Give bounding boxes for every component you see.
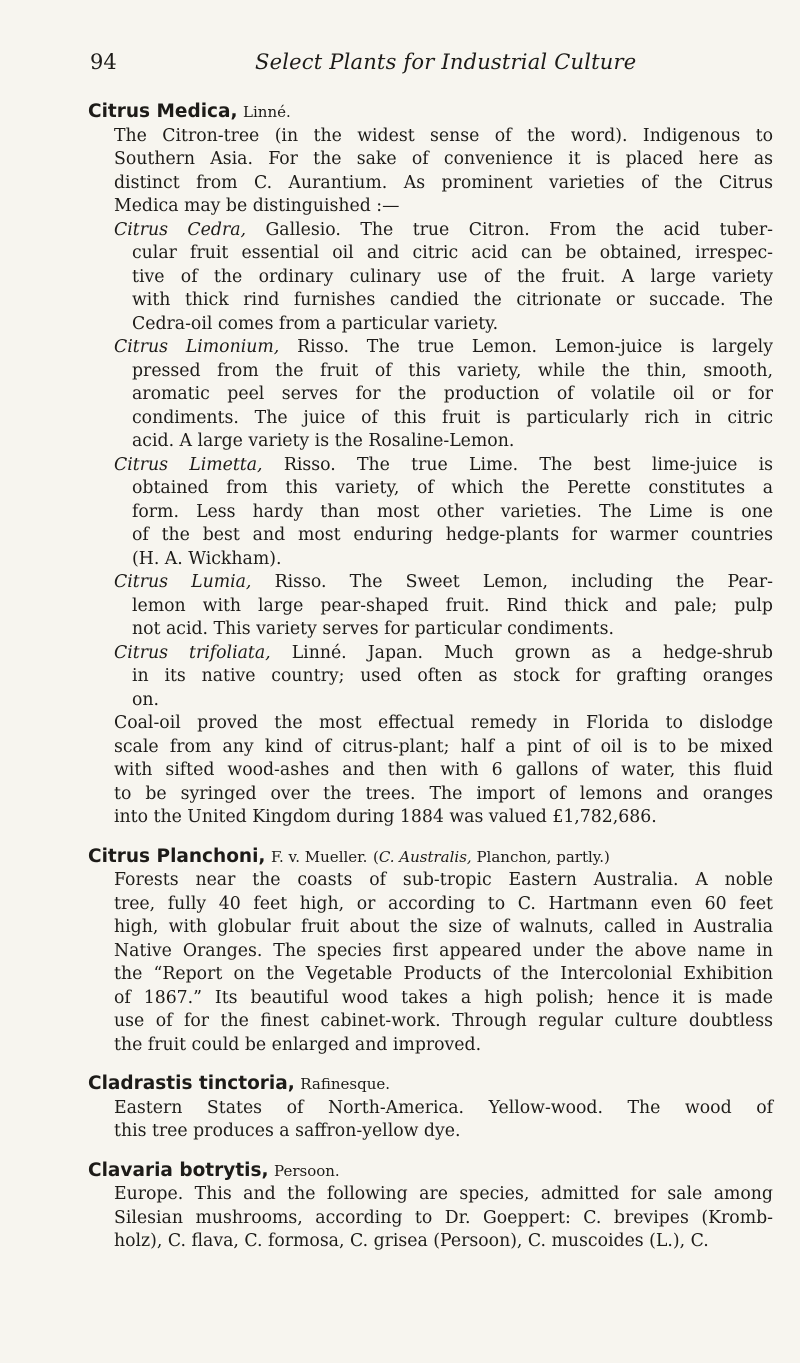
- headword: Clavaria botrytis,: [88, 1159, 269, 1181]
- dictionary-entry: [88, 1072, 773, 1144]
- page-body: [88, 100, 773, 1269]
- text-line: lemon with large pear-shaped fruit. Rind thick and pale; pulp: [132, 595, 773, 616]
- page-header: [90, 50, 740, 84]
- text-line: scale from any kind of citrus-plant; half a pint of oil is to be mixed: [114, 736, 773, 757]
- text-line: with sifted wood-ashes and then with 6 gallons of water, this fluid: [114, 760, 773, 780]
- text-line: Silesian mushrooms, according to Dr. Goeppert: C. brevipes (Kromb-: [114, 1207, 773, 1228]
- authority: Persoon.: [274, 1161, 340, 1180]
- headword: Citrus Medica,: [88, 101, 238, 122]
- text-line: this tree produces a saffron-yellow dye.: [114, 1121, 461, 1141]
- variety-name: Citrus Limonium,: [114, 337, 280, 357]
- text-line: the fruit could be enlarged and improved.: [114, 1034, 482, 1055]
- synonym: (C. Australis, Planchon, partly.): [372, 847, 610, 866]
- text-line: the “Report on the Vegetable Products of the Intercolonial Exhibition: [114, 964, 773, 984]
- text-line: with thick rind furnishes candied the citrionate or succade. The: [132, 290, 773, 310]
- text-line: Eastern States of North-America. Yellow-wood. The wood of: [114, 1097, 773, 1118]
- text-line: Europe. This and the following are species, admitted for sale among: [114, 1184, 773, 1204]
- variety-name: Citrus Limetta,: [114, 454, 263, 475]
- text-line: of the best and most enduring hedge-plants for warmer countries: [132, 525, 773, 545]
- headword: Cladrastis tinctoria,: [88, 1073, 295, 1094]
- running-title: Select Plants for Industrial Culture: [255, 50, 637, 74]
- text-line: Native Oranges. The species first appeared under the above name in: [114, 940, 773, 961]
- text-line: Medica may be distinguished :—: [114, 196, 400, 216]
- entry-heading-line: [88, 1072, 773, 1097]
- text-line: distinct from C. Aurantium. As prominent varieties of the Citrus: [114, 172, 773, 193]
- entry-heading-line: [88, 100, 773, 125]
- text-line: condiments. The juice of this fruit is particularly rich in citric: [132, 407, 773, 428]
- text-line: acid. A large variety is the Rosaline-Lemon.: [132, 431, 515, 451]
- text-line: high, with globular fruit about the size of walnuts, called in Australia: [114, 917, 773, 937]
- synonym-name: C. Australis,: [378, 847, 472, 866]
- entry-heading-line: [88, 845, 773, 870]
- variety-line: Citrus Lumia, Risso. The Sweet Lemon, including the Pear-: [114, 572, 773, 592]
- text-line: aromatic peel serves for the production of volatile oil or for: [132, 384, 773, 404]
- page-number: 94: [90, 50, 117, 74]
- dictionary-entry: [88, 845, 773, 1058]
- text-line: Southern Asia. For the sake of convenience it is placed here as: [114, 149, 773, 169]
- variety-line: Citrus Limonium, Risso. The true Lemon. Lemon-juice is largely: [114, 337, 773, 357]
- text-line: tree, fully 40 feet high, or according to C. Hartmann even 60 feet: [114, 893, 773, 914]
- text-line: Cedra-oil comes from a particular variety.: [132, 313, 499, 334]
- variety-line: Citrus Cedra, Gallesio. The true Citron. From the acid tuber-: [114, 219, 773, 240]
- text-line: to be syringed over the trees. The import of lemons and oranges: [114, 783, 773, 804]
- text-line: pressed from the fruit of this variety, while the thin, smooth,: [132, 360, 773, 381]
- variety-name: Citrus Cedra,: [114, 219, 246, 240]
- text-line: not acid. This variety serves for particular condiments.: [132, 619, 614, 639]
- authority: Linné.: [243, 103, 291, 121]
- text-line: into the United Kingdom during 1884 was valued £1,782,686.: [114, 807, 657, 827]
- text-line: cular fruit essential oil and citric acid can be obtained, irrespec-: [132, 243, 773, 263]
- variety-line: Citrus Limetta, Risso. The true Lime. The best lime-juice is: [114, 454, 774, 475]
- text-line: of 1867.” Its beautiful wood takes a high polish; hence it is made: [114, 987, 773, 1008]
- dictionary-entry: [88, 1159, 773, 1254]
- text-line: use of for the finest cabinet-work. Through regular culture doubtless: [114, 1011, 773, 1031]
- variety-line: Citrus trifoliata, Linné. Japan. Much grown as a hedge-shrub: [114, 642, 773, 663]
- headword: Citrus Planchoni,: [88, 845, 266, 867]
- text-line: holz), C. flava, C. formosa, C. grisea (Persoon), C. muscoides (L.), C.: [114, 1231, 709, 1251]
- variety-name: Citrus trifoliata,: [114, 642, 271, 663]
- variety-name: Citrus Lumia,: [114, 572, 252, 592]
- text-line: in its native country; used often as stock for grafting oranges: [132, 666, 773, 686]
- text-line: The Citron-tree (in the widest sense of the word). Indigenous to: [114, 125, 773, 146]
- text-line: form. Less hardy than most other varieties. The Lime is one: [132, 501, 773, 522]
- text-line: Coal-oil proved the most effectual remedy in Florida to dislodge: [114, 713, 773, 733]
- dictionary-entry: [88, 100, 773, 830]
- text-line: obtained from this variety, of which the Perette constitutes a: [132, 478, 773, 498]
- text-line: on.: [132, 689, 160, 710]
- text-line: (H. A. Wickham).: [132, 548, 282, 569]
- authority: F. v. Mueller.: [270, 847, 368, 866]
- entry-heading-line: [88, 1159, 773, 1184]
- authority: Rafinesque.: [300, 1075, 390, 1093]
- text-line: Forests near the coasts of sub-tropic Eastern Australia. A noble: [114, 870, 773, 890]
- text-line: tive of the ordinary culinary use of the fruit. A large variety: [132, 266, 773, 287]
